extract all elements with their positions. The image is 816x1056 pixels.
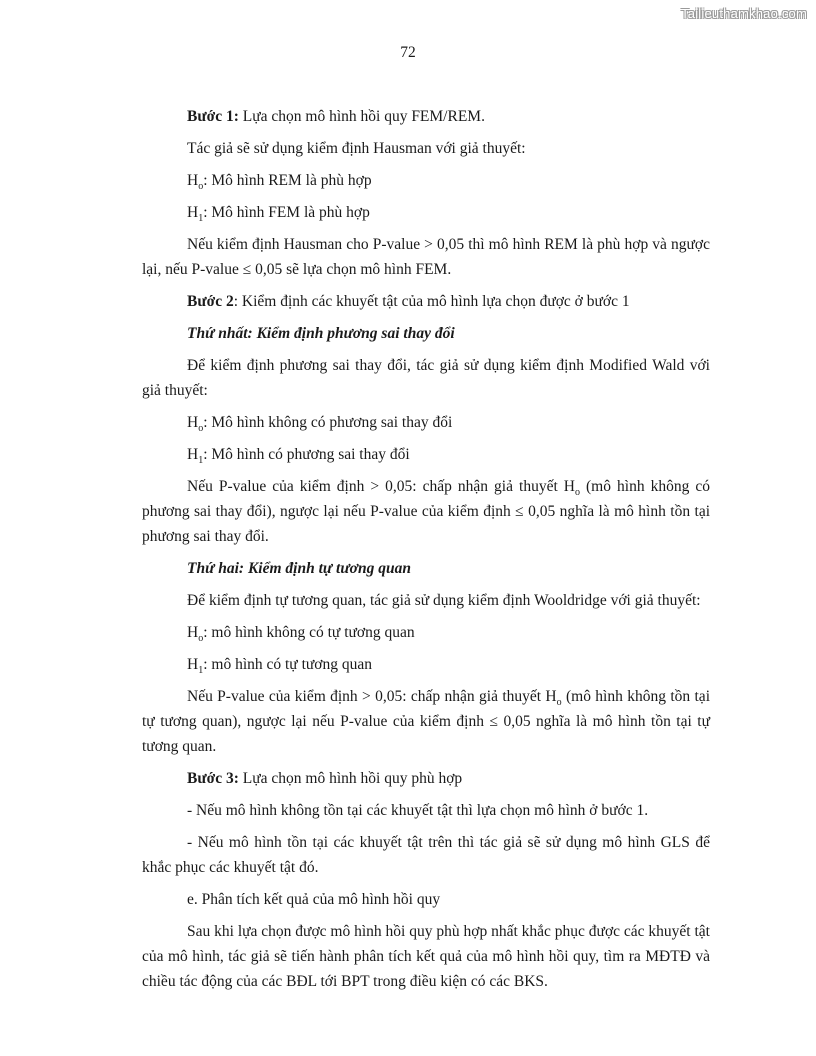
hypothesis-symbol: H [187,656,199,673]
step1-text: Lựa chọn mô hình hồi quy FEM/REM. [238,108,485,125]
wald-h0 [142,410,710,435]
hausman-intro: Tác giả sẽ sử dụng kiểm định Hausman với giả thuyết: [187,140,526,157]
hypothesis-text: : Mô hình REM là phù hợp [203,172,372,189]
step1-paragraph [142,104,710,129]
document-body [142,104,710,1001]
step3-label: Bước 3: [187,770,239,787]
hypothesis-symbol: H [187,414,199,431]
closing-paragraph: Sau khi lựa chọn được mô hình hồi quy phù hợp nhất khắc phục được các khuyết tật của mô hình, tác giả sẽ tiến hành phân tích kết quả của mô hình hồi quy, tìm ra MĐTĐ và chiều tác động của các BĐL tới BPT trong điều kiện có các BKS. [142,923,710,990]
step3-item-2: - Nếu mô hình tồn tại các khuyết tật trên thì tác giả sẽ sử dụng mô hình GLS để khắc phục các khuyết tật đó. [142,834,710,876]
step3-paragraph [142,766,710,791]
rule-text-before: Nếu P-value của kiểm định > 0,05: chấp nhận giả thuyết H [187,688,557,705]
first-heading: Thứ nhất: Kiểm định phương sai thay đổi [187,325,455,342]
hypothesis-text: : Mô hình không có phương sai thay đổi [203,414,453,431]
hypothesis-subscript: 1 [198,213,204,225]
wool-h0 [142,620,710,645]
second-heading: Thứ hai: Kiểm định tự tương quan [187,560,411,577]
wald-h1 [142,442,710,467]
step2-paragraph [142,289,710,314]
hypothesis-symbol: H [187,172,199,189]
hypothesis-subscript: o [556,697,562,709]
page-number: 72 [400,44,416,61]
hausman-rule: Nếu kiểm định Hausman cho P-value > 0,05 thì mô hình REM là phù hợp và ngược lại, nếu P-value ≤ 0,05 sẽ lựa chọn mô hình FEM. [142,236,710,278]
hypothesis-subscript: o [198,181,204,193]
step3-text: Lựa chọn mô hình hồi quy phù hợp [238,770,463,787]
wald-intro: Để kiểm định phương sai thay đổi, tác giả sử dụng kiểm định Modified Wald với giả thuyết: [142,357,710,399]
hypothesis-text: : mô hình không có tự tương quan [203,624,415,641]
hypothesis-subscript: 1 [198,665,204,677]
hypothesis-text: : Mô hình có phương sai thay đổi [203,446,410,463]
step2-label: Bước 2 [187,293,234,310]
hypothesis-subscript: o [198,423,204,435]
rule-text-after: (mô hình không tồn tại tự tương quan), ngược lại nếu P-value của kiểm định ≤ 0,05 nghĩa là mô hình tồn tại tự tương quan. [142,688,710,755]
hypothesis-subscript: o [198,633,204,645]
hausman-h0 [142,168,710,193]
step2-text: : Kiểm định các khuyết tật của mô hình lựa chọn được ở bước 1 [233,293,630,310]
hypothesis-text: : mô hình có tự tương quan [203,656,372,673]
rule-text-before: Nếu P-value của kiểm định > 0,05: chấp nhận giả thuyết H [187,478,575,495]
rule-text-after: (mô hình không có phương sai thay đổi), ngược lại nếu P-value của kiểm định ≤ 0,05 nghĩa là mô hình tồn tại phương sai thay đổi. [142,478,711,545]
step1-label: Bước 1: [187,108,239,125]
hypothesis-symbol: H [187,624,199,641]
wald-rule [142,474,710,549]
hypothesis-symbol: H [187,446,199,463]
wool-intro: Để kiểm định tự tương quan, tác giả sử dụng kiểm định Wooldridge với giả thuyết: [187,592,701,609]
wool-h1 [142,652,710,677]
wool-rule [142,684,710,759]
hypothesis-text: : Mô hình FEM là phù hợp [203,204,370,221]
hypothesis-subscript: o [574,487,580,499]
hypothesis-subscript: 1 [198,455,204,467]
step3-item-1: - Nếu mô hình không tồn tại các khuyết tật thì lựa chọn mô hình ở bước 1. [187,802,649,819]
hausman-h1 [142,200,710,225]
hypothesis-symbol: H [187,204,199,221]
section-e-heading: e. Phân tích kết quả của mô hình hồi quy [187,891,441,908]
watermark-text: Tailieuthamkhao.com [681,6,807,21]
